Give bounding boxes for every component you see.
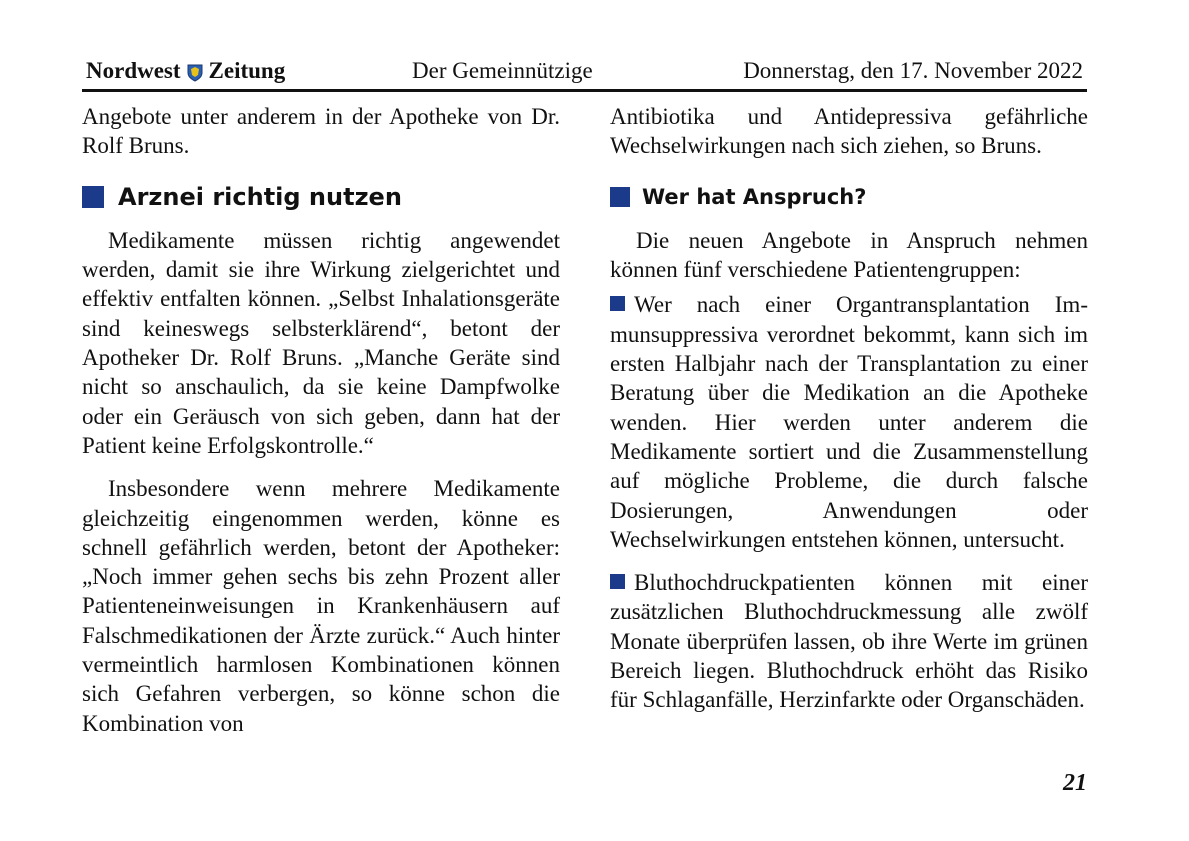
header-divider bbox=[82, 89, 1087, 92]
section-title: Der Gemeinnützige bbox=[412, 58, 593, 83]
left-paragraph-2: Insbesondere wenn mehrere Medikamente gleichzeitig eingenommen werden, könne es schnell gefährlich werden, betont der Apotheker: „Noch immer gehen sechs bis zehn Prozent aller Patienteneinweisungen in Krankenhäusern auf Falschmedikationen der Ärzte zurück.“ Auch hinter vermeintlich harmlosen Kombinationen können sich Gefahren verbergen, so könne schon die Kombination von bbox=[82, 476, 560, 736]
brand-name-part2: Zeitung bbox=[208, 58, 286, 83]
page-number: 21 bbox=[1063, 770, 1087, 796]
page-header bbox=[82, 58, 1087, 88]
left-column bbox=[82, 102, 560, 738]
heading-square-icon bbox=[82, 186, 104, 208]
bullet-item-2 bbox=[610, 568, 1088, 714]
brand-name-part1: Nordwest bbox=[86, 58, 181, 83]
section-heading-arznei bbox=[82, 183, 560, 212]
right-paragraph-1: Die neuen Angebote in Anspruch nehmen können fünf verschiedene Patientengruppen: bbox=[610, 227, 1088, 283]
right-column bbox=[610, 102, 1088, 715]
bullet-square-icon bbox=[610, 574, 625, 589]
bullet-text: Wer nach einer Organtransplantation Immunsuppressiva verordnet bekommt, kann sich im ersten Halbjahr nach der Transplantation zu einer Beratung über die Medikation an die Apotheke wenden. Hier werden unter anderem die Medikamente sortiert und die Zusammenstellung auf mögliche Probleme, die durch falsche Dosierungen, Anwendungen oder Wechselwirkungen entstehen können, untersucht. bbox=[610, 292, 1088, 552]
heading-text: Arznei richtig nutzen bbox=[118, 182, 402, 211]
bullet-text: Bluthochdruckpatienten können mit einer zusätzlichen Bluthochdruckmessung alle zwölf Monate überprüfen lassen, ob ihre Werte im grünen Bereich liegen. Bluthochdruck erhöht das Risiko für Schlaganfälle, Herzinfarkte oder Organschäden. bbox=[610, 570, 1088, 713]
issue-date: Donnerstag, den 17. November 2022 bbox=[743, 58, 1083, 83]
bullet-item-1 bbox=[610, 290, 1088, 554]
heading-square-icon bbox=[610, 187, 630, 207]
left-intro-text: Angebote unter anderem in der Apotheke von Dr. Rolf Bruns. bbox=[82, 104, 560, 159]
masthead-brand bbox=[86, 58, 285, 84]
left-paragraph-1: Medikamente müssen richtig angewendet werden, damit sie ihre Wirkung zielgerichtet und effektiv entfalten können. „Selbst Inhalationsgeräte sind keineswegs selbsterklärend“, betont der Apotheker Dr. Rolf Bruns. „Manche Geräte sind nicht so anschaulich, da sie keine Dampfwolke oder ein Geräusch von sich geben, dann hat der Patient keine Erfolgskontrolle.“ bbox=[82, 227, 560, 458]
right-intro-text: Antibiotika und Antidepressiva gefährliche Wechselwirkungen nach sich ziehen, so Bruns. bbox=[610, 104, 1088, 159]
bullet-square-icon bbox=[610, 296, 625, 311]
section-heading-anspruch bbox=[610, 183, 1088, 212]
coat-of-arms-icon bbox=[187, 62, 203, 80]
heading-text: Wer hat Anspruch? bbox=[642, 184, 867, 209]
